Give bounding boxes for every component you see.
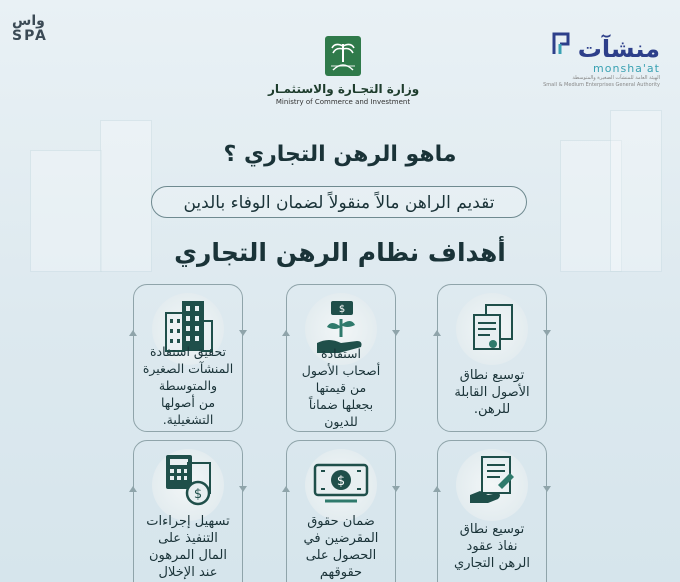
ministry-name-english: Ministry of Commerce and Investment bbox=[275, 98, 411, 106]
arrow-down-icon bbox=[392, 330, 400, 336]
goal-text: توسيع نطاق الأصول القابلة للرهن. bbox=[454, 368, 530, 417]
goal-card bbox=[437, 284, 547, 432]
arrow-down-icon bbox=[392, 486, 400, 492]
monshaat-subtitle-arabic: الهيئة العامة للمنشآت الصغيرة والمتوسطة bbox=[572, 75, 660, 81]
svg-text:$: $ bbox=[336, 474, 346, 489]
spa-logo-english: SPA bbox=[12, 28, 48, 44]
arrow-down-icon bbox=[543, 486, 551, 492]
arrow-up-icon bbox=[129, 486, 137, 492]
goal-text: تحقيق استفادة المنشآت الصغيرة والمتوسطة من أصولها التشغيلية. bbox=[142, 344, 234, 427]
spa-logo bbox=[12, 14, 56, 44]
goal-card bbox=[133, 284, 243, 432]
goals-heading: أهداف نظام الرهن التجاري bbox=[174, 238, 506, 267]
monshaat-mark-icon bbox=[550, 30, 576, 56]
question-heading: ماهو الرهن التجاري ؟ bbox=[223, 142, 457, 167]
cash-bill-icon bbox=[311, 457, 371, 507]
monshaat-subtitle-english: Small & Medium Enterprises General Authority bbox=[543, 82, 660, 88]
palm-swords-emblem-icon bbox=[325, 36, 361, 76]
goal-text: توسيع نطاق نفاذ عقود الرهن التجاري bbox=[454, 522, 530, 571]
definition-pill: تقديم الراهن مالاً منقولاً لضمان الوفاء بالدين bbox=[151, 186, 527, 218]
goal-card bbox=[133, 440, 243, 582]
goal-card bbox=[286, 284, 396, 432]
arrow-down-icon bbox=[239, 330, 247, 336]
calculator-document-icon bbox=[158, 449, 218, 511]
goal-text: ضمان حقوق المقرضين في الحصول على حقوقهم bbox=[303, 514, 379, 580]
ministry-logo bbox=[268, 36, 418, 106]
monshaat-name-arabic: منشآت bbox=[577, 35, 660, 63]
goal-card bbox=[286, 440, 396, 582]
arrow-down-icon bbox=[543, 330, 551, 336]
arrow-up-icon bbox=[433, 486, 441, 492]
arrow-up-icon bbox=[282, 330, 290, 336]
svg-text:$: $ bbox=[338, 304, 346, 315]
monshaat-logo bbox=[540, 36, 660, 89]
goal-text: تسهيل إجراءات التنفيذ على المال المرهون عند الإخلال bbox=[146, 514, 230, 580]
contract-handshake-icon bbox=[462, 451, 522, 513]
goal-card bbox=[437, 440, 547, 582]
ministry-name-arabic: وزارة التجـارة والاستثمـار bbox=[268, 82, 420, 96]
documents-certificate-icon bbox=[462, 297, 522, 359]
arrow-up-icon bbox=[282, 486, 290, 492]
arrow-up-icon bbox=[129, 330, 137, 336]
arrow-up-icon bbox=[433, 330, 441, 336]
spa-logo-arabic: واس bbox=[12, 13, 45, 29]
arrow-down-icon bbox=[239, 486, 247, 492]
svg-text:$: $ bbox=[193, 487, 203, 502]
goal-text: استفادة أصحاب الأصول من قيمتها بجعلها ضماناً للديون bbox=[301, 346, 381, 429]
monshaat-name-english: monsha'at bbox=[593, 62, 660, 75]
